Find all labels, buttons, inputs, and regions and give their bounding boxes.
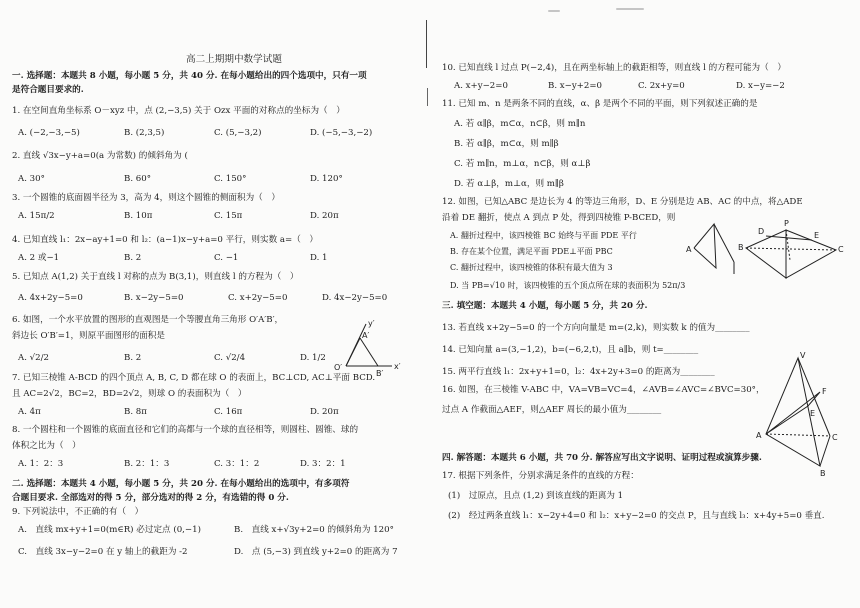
q1-option-d: D. (−5,−3,−2) — [310, 128, 373, 138]
q5-stem: 5. 已知点 A(1,2) 关于直线 l 对称的点为 B(3,1)，则直线 l 的方程为（ ） — [12, 272, 299, 282]
q17-part1: (1) 过原点，且点 (1,2) 到该直线的距离为 1 — [448, 491, 624, 501]
q8-stem-cont: 体积之比为（ ） — [12, 441, 81, 451]
q12-label-b: B — [738, 243, 744, 252]
q12-face-right — [786, 230, 836, 278]
q7-option-a: A. 4π — [18, 407, 41, 417]
q1-option-c: C. (5,−3,2) — [214, 128, 262, 138]
q7-option-b: B. 8π — [124, 407, 147, 417]
q11-option-d: D. 若 α⊥β，m⊥α，则 m∥β — [454, 179, 564, 189]
q6-stem-cont: 斜边长 O′B′=1，则原平面图形的面积是 — [12, 331, 165, 341]
q12-option-c: C. 翻折过程中，该四棱锥的体积有最大值为 3 — [450, 263, 613, 272]
q5-option-c: C. x+2y−5=0 — [228, 293, 288, 303]
section2-header: 二. 选择题：本题共 4 小题，每小题 5 分，共 20 分. 在每小题给出的选项中，有多项符 — [12, 479, 350, 489]
q5-option-a: A. 4x+2y−5=0 — [18, 293, 83, 303]
q6-label-b: B′ — [376, 369, 384, 378]
q11-option-a: A. 若 α∥β，m⊂α，n⊂β，则 m∥n — [454, 119, 586, 129]
q16-label-b: B — [820, 469, 826, 478]
q12-option-d: D. 当 PB=√10 时，该四棱锥的五个顶点所在球的表面积为 52π/3 — [450, 281, 686, 290]
q12-height — [786, 230, 790, 260]
q12-sketch-triangle — [694, 224, 716, 268]
q8-option-a: A. 1：2：3 — [18, 459, 64, 469]
section3-header: 三. 填空题：本题共 4 小题，每小题 5 分，共 20 分. — [442, 301, 648, 311]
q10-option-d: D. x−y=−2 — [736, 81, 785, 91]
q3-option-c: C. 15π — [214, 211, 243, 221]
q10-option-b: B. x−y+2=0 — [548, 81, 603, 91]
q9-option-d: D. 点 (5,−3) 到直线 y+2=0 的距离为 7 — [234, 547, 398, 557]
q12-label-e: E — [814, 231, 820, 240]
q12-sketch-label-a: A — [686, 245, 692, 254]
q15-stem: 15. 两平行直线 l₁：2x+y+1=0，l₂：4x+2y+3=0 的距离为________ — [442, 367, 715, 377]
q12-option-a: A. 翻折过程中，该四棱锥 BC 始终与平面 PDE 平行 — [450, 231, 637, 240]
right-page — [430, 0, 860, 608]
q6-stem: 6. 如图，一个水平放置的图形的直观图是一个等腰直角三角形 O′A′B′， — [12, 315, 284, 325]
q12-stem-cont: 沿着 DE 翻折，使点 A 到点 P 处，得到四棱锥 P-BCED，则 — [442, 213, 676, 223]
q16-edge-bc — [820, 436, 830, 466]
q7-option-c: C. 16π — [214, 407, 243, 417]
section1-header: 一. 选择题：本题共 8 小题，每小题 5 分，共 40 分. 在每小题给出的四个选项中，只有一项 — [12, 71, 367, 81]
q6-diagram — [332, 318, 412, 378]
q1-option-b: B. (2,3,5) — [124, 128, 165, 138]
q10-option-c: C. 2x+y=0 — [638, 81, 685, 91]
q16-stem-cont: 过点 A 作截面△AEF，则△AEF 周长的最小值为________ — [442, 405, 662, 415]
q4-stem: 4. 已知直线 l₁：2x−ay+1=0 和 l₂：(a−1)x−y+a=0 平行，则实数 a=（ ） — [12, 235, 319, 245]
q6-side-oa — [346, 338, 360, 366]
q4-option-a: A. 2 或−1 — [18, 253, 60, 263]
q6-side-ab — [360, 338, 378, 366]
q11-option-c: C. 若 m∥n，m⊥α，n⊂β，则 α⊥β — [454, 159, 591, 169]
q2-option-d: D. 120° — [310, 174, 343, 184]
q7-option-d: D. 20π — [310, 407, 339, 417]
q12-option-b: B. 存在某个位置，满足平面 PDE⊥平面 PBC — [450, 247, 613, 256]
q12-diagram — [686, 218, 854, 298]
q1-option-a: A. (−2,−3,−5) — [18, 128, 80, 138]
q12-label-p: P — [784, 219, 789, 228]
q3-option-b: B. 10π — [124, 211, 153, 221]
q3-option-d: D. 20π — [310, 211, 339, 221]
q16-diagram — [756, 351, 840, 478]
q10-option-a: A. x+y−2=0 — [454, 81, 508, 91]
q10-stem: 10. 已知直线 l 过点 P(−2,4)，且在两坐标轴上的截距相等，则直线 l 的方程可能为（ ） — [442, 63, 786, 73]
q4-option-d: D. 1 — [310, 253, 328, 263]
section4-header: 四. 解答题：本题共 6 小题，共 70 分. 解答应写出文字说明、证明过程或演算步骤. — [442, 453, 762, 463]
q8-stem: 8. 一个圆柱和一个圆锥的底面直径和它们的高都与一个球的直径相等，则圆柱、圆锥、球的 — [12, 425, 359, 435]
q7-stem-cont: 且 AC=2√2，BC=2，BD=2√2，则球 O 的表面积为（ ） — [12, 389, 247, 399]
q4-option-c: C. −1 — [214, 253, 239, 263]
q1-stem: 1. 在空间直角坐标系 O－xyz 中，点 (2,−3,5) 关于 Ozx 平面的对称点的坐标为（ ） — [12, 106, 345, 116]
q6-option-b: B. 2 — [124, 353, 142, 363]
q9-option-a: A. 直线 mx+y+1=0(m∈R) 必过定点 (0,−1) — [18, 525, 201, 535]
q6-option-d: D. 1/2 — [300, 353, 326, 363]
q11-stem: 11. 已知 m、n 是两条不同的直线，α、β 是两个不同的平面，则下列叙述正确的是 — [442, 99, 758, 109]
q2-option-b: B. 60° — [124, 174, 152, 184]
q12-stem: 12. 如图，已知△ABC 是边长为 4 的等边三角形，D、E 分别是边 AB、AC 的中点，将△ADE — [442, 197, 803, 207]
q6-label-a: A′ — [362, 331, 370, 340]
q6-label-o: O′ — [334, 363, 343, 372]
q12-label-c: C — [838, 245, 844, 254]
q17-part2: (2) 经过两条直线 l₁：x−2y+4=0 和 l₂：x+y−2=0 的交点 P，且与直线 l₃：x+4y+5=0 垂直. — [448, 511, 825, 521]
q13-stem: 13. 若直线 x+2y−5=0 的一个方向向量是 m=(2,k)，则实数 k 的值为________ — [442, 323, 750, 333]
q3-option-a: A. 15π/2 — [18, 211, 55, 221]
q3-stem: 3. 一个圆锥的底面圆半径为 3，高为 4，则这个圆锥的侧面积为（ ） — [12, 193, 280, 203]
q6-option-a: A. √2/2 — [18, 353, 49, 363]
section1-header-cont: 是符合题目要求的. — [12, 85, 84, 95]
q4-option-b: B. 2 — [124, 253, 142, 263]
q7-stem: 7. 已知三棱锥 A-BCD 的四个顶点 A, B, C, D 都在球 O 的表面上，BC⊥CD, AC⊥平面 BCD. — [12, 373, 376, 383]
q16-label-a: A — [756, 431, 762, 440]
q9-stem: 9. 下列说法中，不正确的有（ ） — [12, 507, 144, 517]
q8-option-b: B. 2：1：3 — [124, 459, 170, 469]
q11-option-b: B. 若 α∥β，m⊂α，则 m∥β — [454, 139, 559, 149]
q8-option-d: D. 3：2：1 — [300, 459, 346, 469]
q9-option-b: B. 直线 x+√3y+2=0 的倾斜角为 120° — [234, 525, 394, 535]
q6-label-x: x′ — [394, 362, 401, 371]
q16-label-f: F — [822, 387, 827, 396]
exam-title: 高二上期期中数学试题 — [186, 54, 282, 65]
q2-option-c: C. 150° — [214, 174, 247, 184]
q16-label-c: C — [832, 433, 838, 442]
q16-label-e: E — [810, 409, 816, 418]
q14-stem: 14. 已知向量 a=(3,−1,2)，b=(−6,2,t)，且 a∥b，则 t=________ — [442, 345, 699, 355]
q12-sketch-edge — [714, 224, 734, 262]
q2-option-a: A. 30° — [18, 174, 45, 184]
q16-stem: 16. 如图，在三棱锥 V-ABC 中，VA=VB=VC=4，∠AVB=∠AVC=∠BVC=30°， — [442, 385, 765, 395]
q17-stem: 17. 根据下列条件，分别求满足条件的直线的方程： — [442, 471, 639, 481]
q16-edge-ac — [766, 434, 830, 436]
q6-label-y: y′ — [368, 319, 375, 328]
q16-label-v: V — [800, 351, 806, 360]
section2-header-cont: 合题目要求. 全部选对的得 5 分，部分选对的得 2 分，有选错的得 0 分. — [12, 493, 289, 503]
q5-option-d: D. 4x−2y−5=0 — [322, 293, 388, 303]
q9-option-c: C. 直线 3x−y−2=0 在 y 轴上的截距为 -2 — [18, 547, 188, 557]
q5-option-b: B. x−2y−5=0 — [124, 293, 184, 303]
q12-label-d: D — [758, 227, 765, 236]
q8-option-c: C. 3：1：2 — [214, 459, 260, 469]
q6-option-c: C. √2/4 — [214, 353, 246, 363]
q12-hidden-edge — [746, 248, 836, 250]
q2-stem: 2. 直线 √3x−y+a=0(a 为常数) 的倾斜角为 ( — [12, 151, 188, 161]
